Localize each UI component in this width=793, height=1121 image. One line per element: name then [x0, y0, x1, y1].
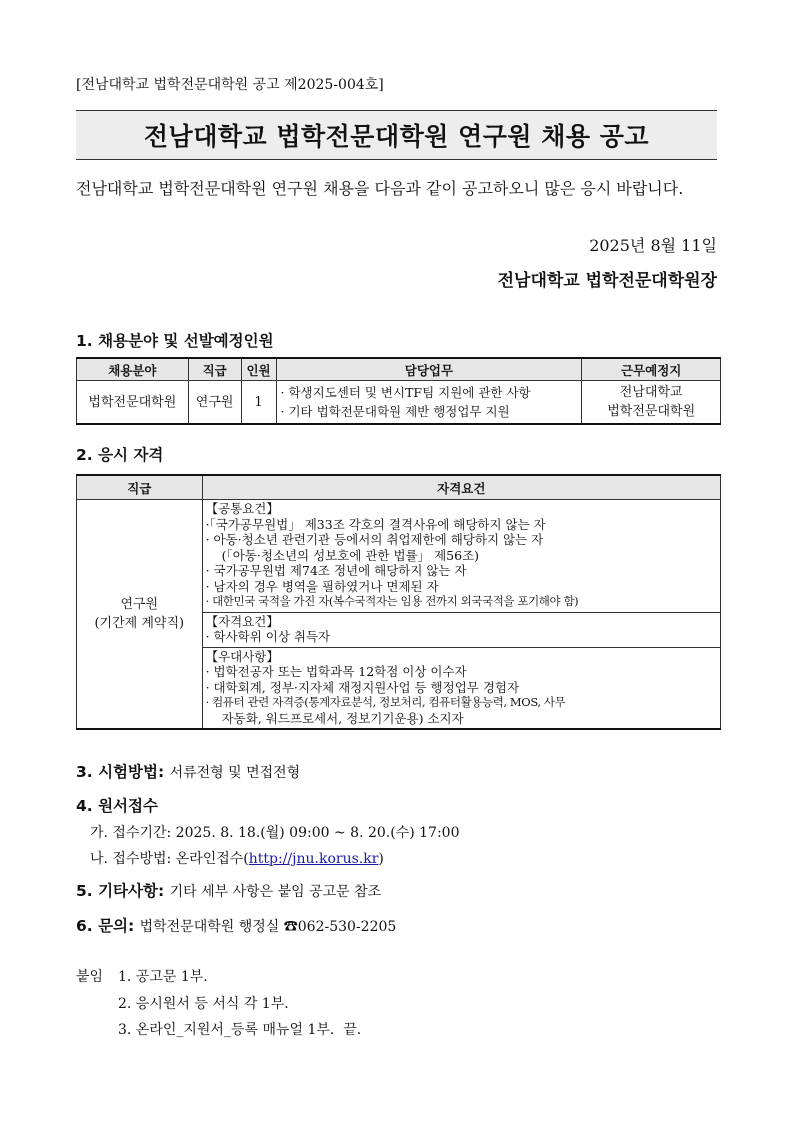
column-header: 인원	[241, 358, 276, 381]
column-header: 직급	[188, 358, 241, 381]
document-number: [전남대학교 법학전문대학원 공고 제2025-004호]	[76, 77, 384, 93]
common-requirements-cell	[202, 500, 720, 613]
field-cell: 법학전문대학원	[77, 381, 189, 425]
section4-heading: 4. 원서접수	[76, 797, 158, 815]
intro-paragraph: 전남대학교 법학전문대학원 연구원 채용을 다음과 같이 공고하오니 많은 응시 바랍니다.	[76, 179, 684, 198]
requirement-item: · 남자의 경우 병역을 필하였거나 면제된 자	[205, 578, 439, 594]
table-header-row	[77, 358, 721, 381]
requirement-item: · 대학회계, 정부·지자체 재정지원사업 등 행정업무 경험자	[205, 679, 520, 695]
section3	[76, 760, 300, 782]
requirement-item: 자동화, 워드프로세서, 정보기기운용) 소지자	[221, 710, 464, 726]
count-cell: 1	[241, 381, 276, 425]
section2-heading: 2. 응시 자격	[76, 446, 164, 464]
block-title: 【우대사항】	[205, 648, 279, 664]
location-cell	[582, 381, 721, 425]
attachment-item: 3. 온라인_지원서_등록 매뉴얼 1부. 끝.	[118, 1022, 362, 1038]
attachments-label: 붙임	[76, 969, 104, 985]
attachment-item: 1. 공고문 1부.	[118, 969, 208, 985]
table-row	[77, 500, 721, 613]
application-link[interactable]: http://jnu.korus.kr	[248, 851, 379, 867]
column-header: 직급	[77, 475, 203, 500]
section6-heading: 6. 문의:	[76, 917, 135, 935]
title-banner	[76, 110, 717, 160]
section6	[76, 914, 396, 936]
recruitment-table	[76, 357, 721, 425]
page-title: 전남대학교 법학전문대학원 연구원 채용 공고	[143, 122, 650, 151]
application-method	[90, 848, 384, 868]
preference-cell	[202, 647, 720, 729]
column-header: 담당업무	[276, 358, 582, 381]
section5-heading: 5. 기타사항:	[76, 882, 165, 900]
duty-item: · 기타 법학전문대학원 제반 행정업무 지원	[280, 404, 510, 419]
issuer-name: 전남대학교 법학전문대학원장	[497, 271, 717, 291]
rank-cell	[77, 500, 203, 730]
rank-cell: 연구원	[188, 381, 241, 425]
qualification-table	[76, 474, 721, 730]
contact-info: 법학전문대학원 행정실 ☎062-530-2205	[139, 919, 397, 935]
application-period: 가. 접수기간: 2025. 8. 18.(월) 09:00 ~ 8. 20.(수) 17:00	[90, 825, 460, 841]
rank-line: (기간제 계약직)	[94, 616, 185, 631]
requirement-item: · 법학전공자 또는 법학과목 12학점 이상 이수자	[205, 664, 467, 679]
other-notes: 기타 세부 사항은 붙임 공고문 참조	[169, 884, 382, 900]
requirement-item: (「아동·청소년의 성보호에 관한 법률」 제56조)	[221, 547, 480, 563]
application-method-close: )	[378, 851, 384, 867]
requirement-item: · 아동·청소년 관련기관 등에서의 취업제한에 해당하지 않는 자	[205, 532, 544, 547]
block-title: 【공통요건】	[205, 501, 279, 516]
column-header: 자격요건	[202, 475, 720, 500]
section5	[76, 879, 381, 901]
location-line: 전남대학교	[619, 385, 683, 400]
qualification-cell	[202, 612, 720, 647]
location-line: 법학전문대학원	[607, 404, 696, 419]
block-title: 【자격요건】	[205, 613, 279, 629]
attachment-item: 2. 응시원서 등 서식 각 1부.	[118, 996, 289, 1012]
exam-method: 서류전형 및 면접전형	[169, 765, 301, 781]
duty-item: · 학생지도센터 및 변시TF팀 지원에 관한 사항	[280, 385, 531, 400]
column-header: 채용분야	[77, 358, 189, 381]
table-row	[77, 381, 721, 425]
rank-line: 연구원	[120, 597, 159, 612]
requirement-item: · 대한민국 국적을 가진 자(복수국적자는 임용 전까지 외국국적을 포기해야 함)	[205, 594, 579, 608]
requirement-item: ·「국가공무원법」 제33조 각호의 결격사유에 해당하지 않는 자	[205, 516, 546, 532]
column-header: 근무예정지	[582, 358, 721, 381]
requirement-item: · 국가공무원법 제74조 정년에 해당하지 않는 자	[205, 563, 467, 578]
announcement-date: 2025년 8월 11일	[589, 236, 717, 255]
requirement-item: · 학사학위 이상 취득자	[205, 629, 331, 644]
duties-cell	[276, 381, 582, 425]
table-header-row	[77, 475, 721, 500]
application-method-label: 나. 접수방법: 온라인접수(	[90, 851, 249, 867]
section1-heading: 1. 채용분야 및 선발예정인원	[76, 332, 274, 350]
section3-heading: 3. 시험방법:	[76, 763, 165, 781]
requirement-item: · 컴퓨터 관련 자격증(통계자료분석, 정보처리, 컴퓨터활용능력, MOS, 사무	[205, 695, 566, 709]
